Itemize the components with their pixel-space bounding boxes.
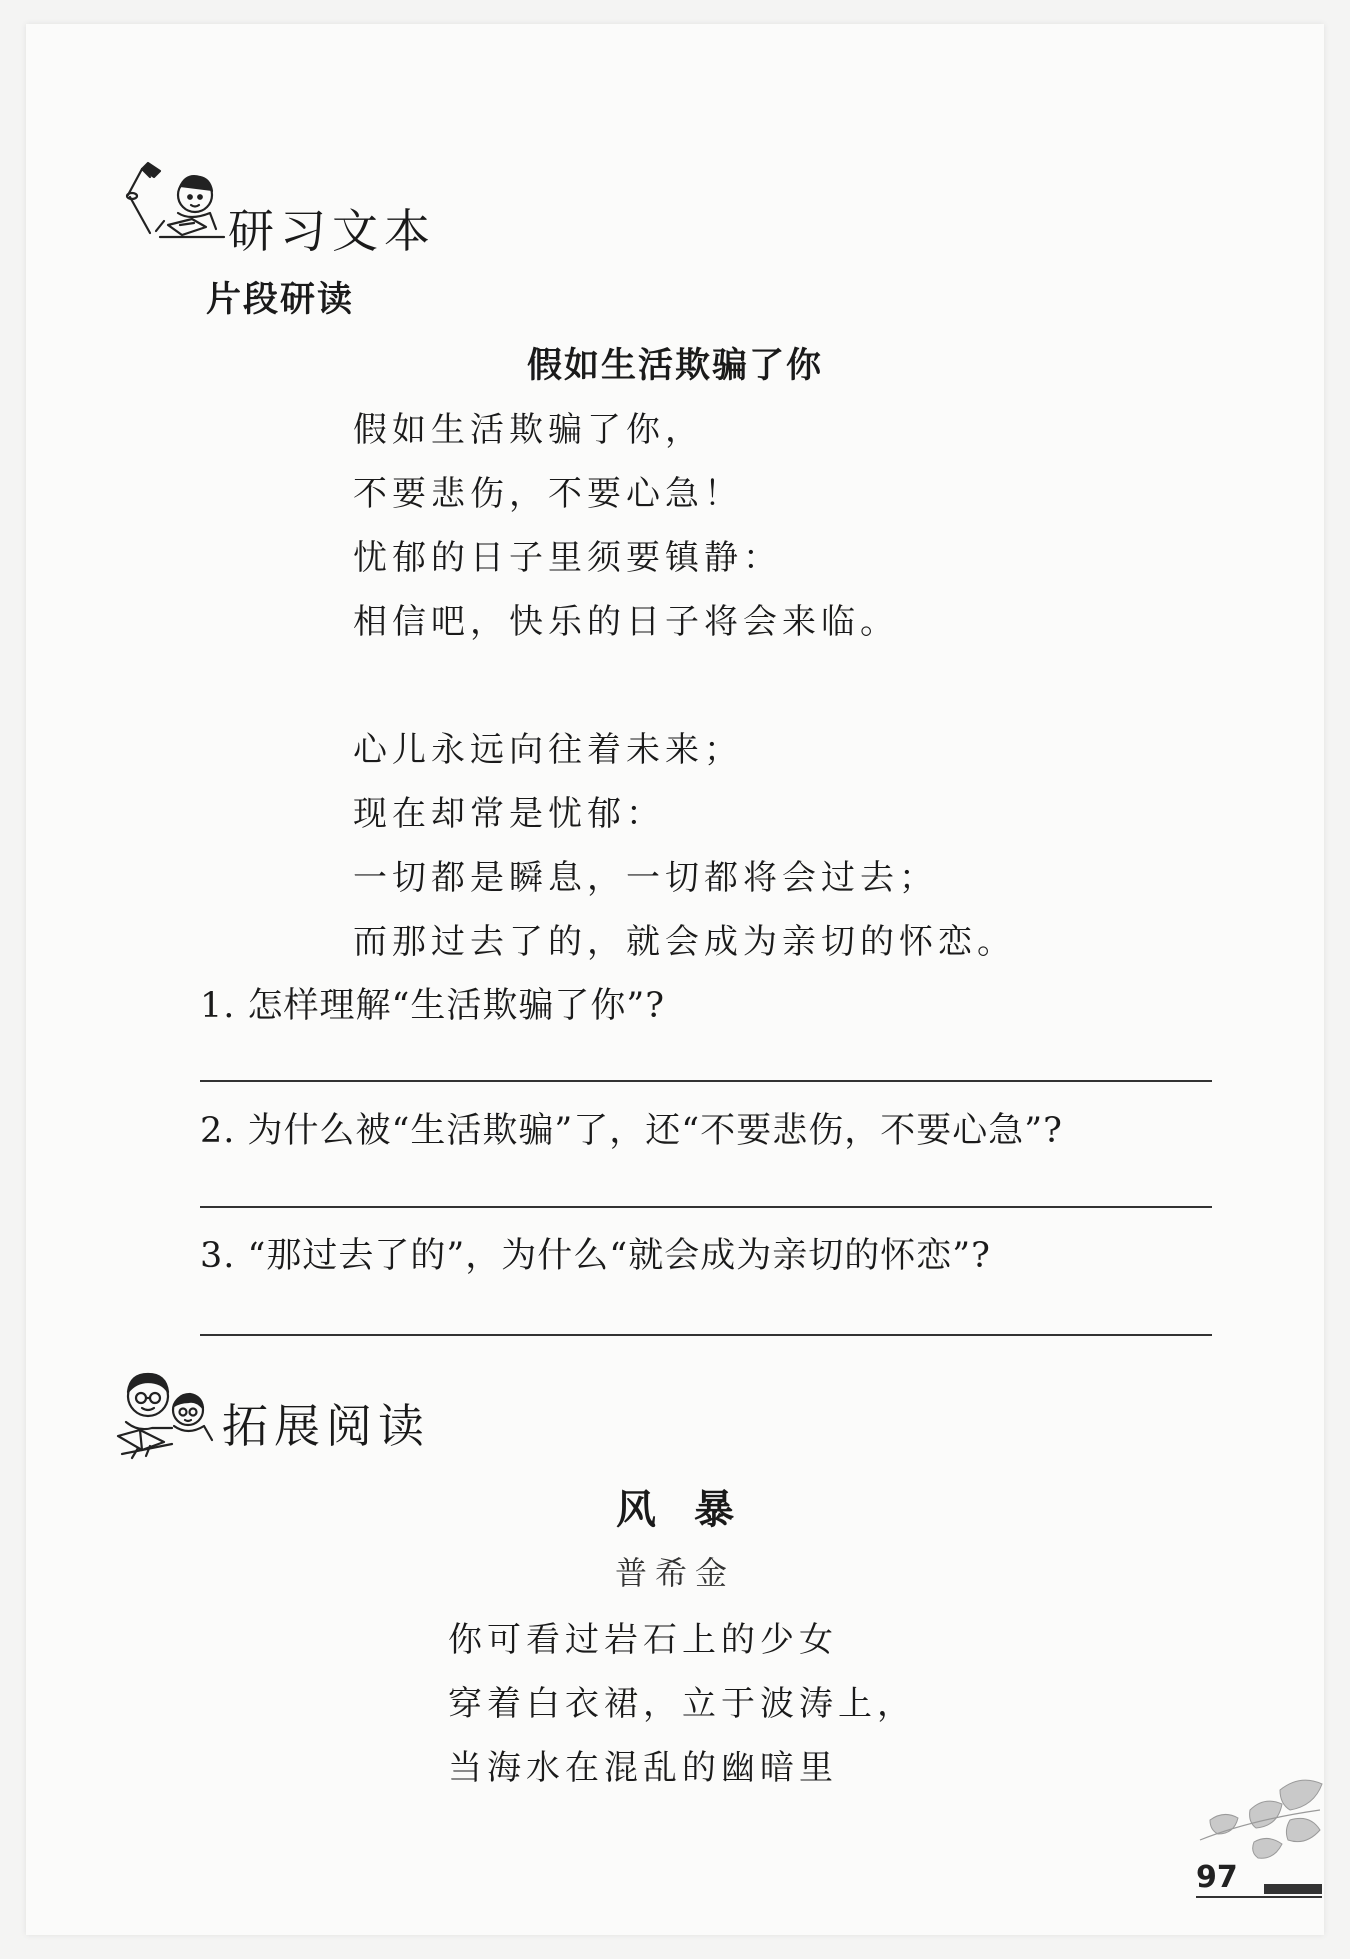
page-number-rule [1196, 1896, 1322, 1898]
question-1: 1. 怎样理解“生活欺骗了你”? [200, 986, 666, 1026]
poem-line: 而那过去了的，就会成为亲切的怀恋。 [353, 922, 1016, 962]
page-number: 97 [1196, 1860, 1238, 1895]
leaf-decoration-icon [1190, 1770, 1330, 1870]
question-2: 2. 为什么被“生活欺骗”了，还“不要悲伤，不要心急”? [200, 1111, 1063, 1151]
poem-line: 不要悲伤，不要心急！ [353, 474, 743, 514]
poem-line: 现在却常是忧郁： [353, 794, 665, 834]
poem-author: 普希金 [614, 1554, 735, 1592]
question-3: 3. “那过去了的”，为什么“就会成为亲切的怀恋”? [200, 1236, 991, 1276]
poem-title: 假如生活欺骗了你 [526, 346, 823, 386]
section-title-extended-reading: 拓展阅读 [222, 1399, 430, 1453]
answer-line-3[interactable] [200, 1334, 1212, 1336]
answer-line-2[interactable] [200, 1206, 1212, 1208]
poem-line: 穿着白衣裙，立于波涛上， [448, 1684, 916, 1724]
poem-line: 假如生活欺骗了你， [353, 410, 704, 450]
adult-and-child-reading-icon [112, 1362, 222, 1467]
poem-line: 忧郁的日子里须要镇静： [353, 538, 782, 578]
page-number-bar [1264, 1884, 1322, 1894]
reading-child-icon [120, 155, 230, 255]
section-title-study-text: 研习文本 [228, 204, 436, 258]
poem-line: 相信吧，快乐的日子将会来临。 [353, 602, 899, 642]
answer-line-1[interactable] [200, 1080, 1212, 1082]
poem-line: 你可看过岩石上的少女 [448, 1620, 838, 1660]
poem-title-storm: 风暴 [616, 1486, 772, 1533]
sub-heading-excerpt-reading: 片段研读 [206, 280, 355, 320]
poem-line: 心儿永远向往着未来； [353, 730, 743, 770]
poem-line: 当海水在混乱的幽暗里 [448, 1748, 838, 1788]
poem-line: 一切都是瞬息，一切都将会过去； [353, 858, 938, 898]
